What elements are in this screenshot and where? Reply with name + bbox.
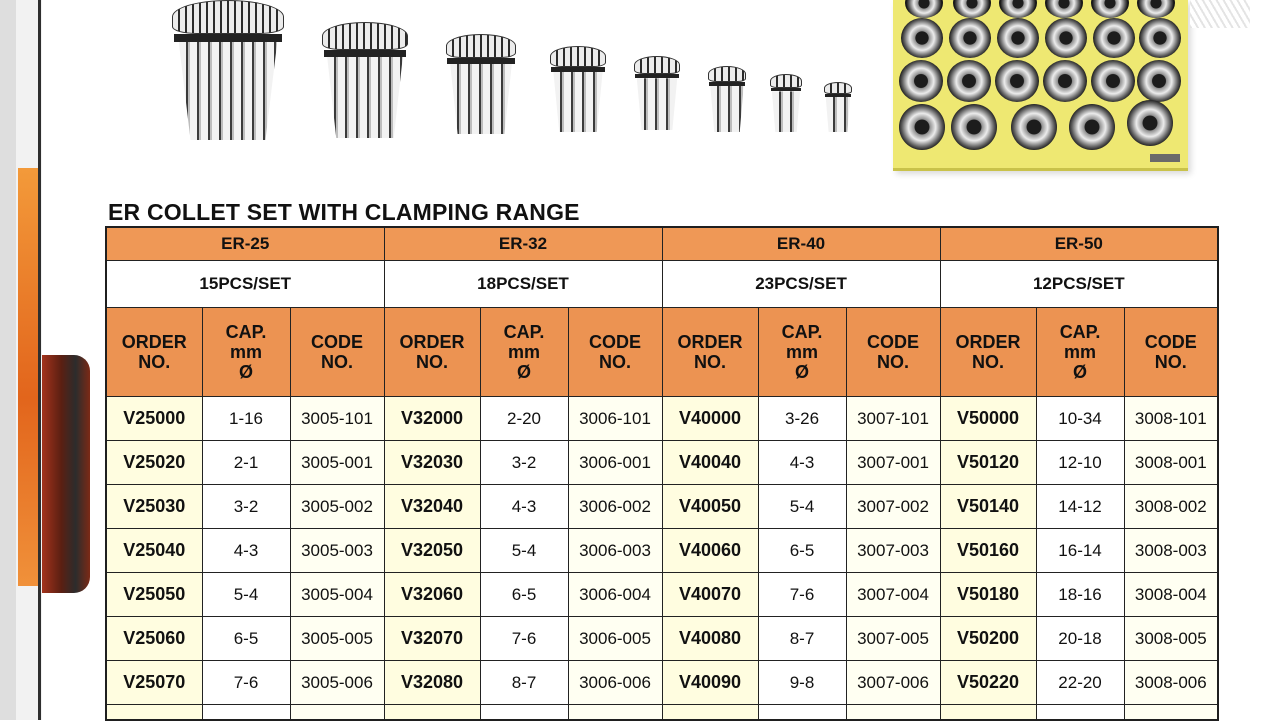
tool-holder-photo xyxy=(42,355,90,593)
capacity-header: CAP. mm Ø xyxy=(480,308,568,397)
capacity-cell: 6-5 xyxy=(758,529,846,573)
capacity-cell: 7-6 xyxy=(480,617,568,661)
tray-label xyxy=(1150,154,1180,162)
code-no-cell: 3007-003 xyxy=(846,529,940,573)
code-no-cell: 3007-002 xyxy=(846,485,940,529)
collet-image xyxy=(550,46,606,132)
code-no-cell: 3005-006 xyxy=(290,661,384,705)
table-row xyxy=(106,529,1218,573)
capacity-cell: 7-6 xyxy=(758,573,846,617)
table-row-cut-off xyxy=(106,705,1218,721)
collet-size-row xyxy=(106,227,1218,261)
tray-collet xyxy=(1137,60,1181,102)
order-no-cell: V25000 xyxy=(106,397,202,441)
order-no-cell: V32030 xyxy=(384,441,480,485)
order-no-cell: V32070 xyxy=(384,617,480,661)
tray-collet xyxy=(1069,104,1115,150)
tray-collet xyxy=(1139,18,1181,58)
code-no-cell: 3008-101 xyxy=(1124,397,1218,441)
capacity-header: CAP. mm Ø xyxy=(202,308,290,397)
order-no-cell: V32000 xyxy=(384,397,480,441)
code-no-cell: 3006-101 xyxy=(568,397,662,441)
size-er40-header: ER-40 xyxy=(662,227,940,261)
code-no-cell: 3008-001 xyxy=(1124,441,1218,485)
capacity-header: CAP. mm Ø xyxy=(1036,308,1124,397)
order-no-cell: V32040 xyxy=(384,485,480,529)
code-no-cell: 3006-004 xyxy=(568,573,662,617)
capacity-cell: 22-20 xyxy=(1036,661,1124,705)
capacity-cell: 4-3 xyxy=(202,529,290,573)
collet-set-table xyxy=(105,226,1219,721)
code-no-cell: 3006-005 xyxy=(568,617,662,661)
corner-texture xyxy=(1190,0,1250,28)
capacity-cell: 20-18 xyxy=(1036,617,1124,661)
order-no-cell: V32060 xyxy=(384,573,480,617)
order-no-cell: V25060 xyxy=(106,617,202,661)
code-no-cell: 3006-002 xyxy=(568,485,662,529)
capacity-cell: 12-10 xyxy=(1036,441,1124,485)
capacity-header: CAP. mm Ø xyxy=(758,308,846,397)
code-no-cell: 3005-005 xyxy=(290,617,384,661)
capacity-cell: 4-3 xyxy=(758,441,846,485)
size-er32-header: ER-32 xyxy=(384,227,662,261)
order-no-header: ORDER NO. xyxy=(662,308,758,397)
tray-collet xyxy=(905,0,943,18)
table-row xyxy=(106,661,1218,705)
code-no-cell: 3006-001 xyxy=(568,441,662,485)
page-edge-strip xyxy=(0,0,16,720)
code-no-cell: 3006-006 xyxy=(568,661,662,705)
code-no-header: CODE NO. xyxy=(1124,308,1218,397)
collet-image xyxy=(634,56,680,130)
collet-image xyxy=(172,0,284,140)
order-no-cell: V40000 xyxy=(662,397,758,441)
code-no-cell: 3005-003 xyxy=(290,529,384,573)
tray-collet xyxy=(1045,0,1083,18)
order-no-cell: V25070 xyxy=(106,661,202,705)
order-no-cell: V25050 xyxy=(106,573,202,617)
code-no-cell: 3008-004 xyxy=(1124,573,1218,617)
column-header-row xyxy=(106,308,1218,397)
collet-image xyxy=(446,34,516,134)
capacity-cell: 2-20 xyxy=(480,397,568,441)
tray-collet xyxy=(1043,60,1087,102)
table-row xyxy=(106,617,1218,661)
code-no-cell: 3008-005 xyxy=(1124,617,1218,661)
capacity-cell: 5-4 xyxy=(480,529,568,573)
order-no-cell: V25020 xyxy=(106,441,202,485)
capacity-cell: 1-16 xyxy=(202,397,290,441)
tray-collet xyxy=(901,18,943,58)
tray-collet xyxy=(1137,0,1175,18)
code-no-cell: 3005-101 xyxy=(290,397,384,441)
capacity-cell: 4-3 xyxy=(480,485,568,529)
order-no-cell: V32050 xyxy=(384,529,480,573)
tray-collet xyxy=(899,60,943,102)
tray-collet xyxy=(995,60,1039,102)
tray-collet xyxy=(1011,104,1057,150)
collet-image xyxy=(322,22,408,138)
capacity-cell: 3-2 xyxy=(202,485,290,529)
order-no-cell: V50000 xyxy=(940,397,1036,441)
order-no-cell: V40070 xyxy=(662,573,758,617)
capacity-cell: 8-7 xyxy=(480,661,568,705)
code-no-cell: 3007-006 xyxy=(846,661,940,705)
capacity-cell: 2-1 xyxy=(202,441,290,485)
collet-image xyxy=(708,66,746,132)
collet-set-tray-image xyxy=(893,0,1188,171)
set-count-er32: 18PCS/SET xyxy=(384,261,662,308)
capacity-cell: 10-34 xyxy=(1036,397,1124,441)
set-count-er25: 15PCS/SET xyxy=(106,261,384,308)
tray-collet xyxy=(1091,60,1135,102)
capacity-cell: 18-16 xyxy=(1036,573,1124,617)
code-no-cell: 3007-004 xyxy=(846,573,940,617)
order-no-cell: V25030 xyxy=(106,485,202,529)
orange-side-bar xyxy=(18,168,38,586)
code-no-cell: 3005-001 xyxy=(290,441,384,485)
order-no-cell: V40040 xyxy=(662,441,758,485)
code-no-header: CODE NO. xyxy=(846,308,940,397)
tray-collet xyxy=(997,18,1039,58)
section-title: ER COLLET SET WITH CLAMPING RANGE xyxy=(108,199,580,225)
order-no-cell: V25040 xyxy=(106,529,202,573)
tray-collet xyxy=(953,0,991,18)
code-no-header: CODE NO. xyxy=(290,308,384,397)
tray-collet xyxy=(1045,18,1087,58)
order-no-cell: V50140 xyxy=(940,485,1036,529)
order-no-header: ORDER NO. xyxy=(384,308,480,397)
collet-image xyxy=(770,74,802,132)
capacity-cell: 14-12 xyxy=(1036,485,1124,529)
order-no-cell: V40060 xyxy=(662,529,758,573)
tray-collet xyxy=(1127,100,1173,146)
capacity-cell: 5-4 xyxy=(758,485,846,529)
order-no-cell: V40090 xyxy=(662,661,758,705)
tray-collet xyxy=(1093,18,1135,58)
tray-collet xyxy=(999,0,1037,18)
table-row xyxy=(106,397,1218,441)
capacity-cell: 8-7 xyxy=(758,617,846,661)
capacity-cell: 9-8 xyxy=(758,661,846,705)
capacity-cell: 6-5 xyxy=(202,617,290,661)
table-row xyxy=(106,573,1218,617)
vertical-rule xyxy=(38,0,41,720)
left-page-margin xyxy=(0,0,42,720)
tray-collet xyxy=(1091,0,1129,18)
order-no-cell: V50200 xyxy=(940,617,1036,661)
collet-image xyxy=(824,82,852,132)
tray-collet xyxy=(949,18,991,58)
capacity-cell: 6-5 xyxy=(480,573,568,617)
tray-collet xyxy=(951,104,997,150)
order-no-cell: V50220 xyxy=(940,661,1036,705)
code-no-cell: 3008-002 xyxy=(1124,485,1218,529)
code-no-cell: 3008-003 xyxy=(1124,529,1218,573)
collet-size-illustration xyxy=(160,0,860,150)
tray-collet xyxy=(899,104,945,150)
capacity-cell: 7-6 xyxy=(202,661,290,705)
code-no-header: CODE NO. xyxy=(568,308,662,397)
code-no-cell: 3005-004 xyxy=(290,573,384,617)
code-no-cell: 3005-002 xyxy=(290,485,384,529)
order-no-cell: V32080 xyxy=(384,661,480,705)
order-no-header: ORDER NO. xyxy=(106,308,202,397)
set-count-er40: 23PCS/SET xyxy=(662,261,940,308)
capacity-cell: 3-2 xyxy=(480,441,568,485)
table-row xyxy=(106,441,1218,485)
capacity-cell: 5-4 xyxy=(202,573,290,617)
tray-collet xyxy=(947,60,991,102)
capacity-cell: 16-14 xyxy=(1036,529,1124,573)
pieces-per-set-row xyxy=(106,261,1218,308)
size-er25-header: ER-25 xyxy=(106,227,384,261)
set-count-er50: 12PCS/SET xyxy=(940,261,1218,308)
order-no-header: ORDER NO. xyxy=(940,308,1036,397)
code-no-cell: 3007-101 xyxy=(846,397,940,441)
code-no-cell: 3006-003 xyxy=(568,529,662,573)
order-no-cell: V50160 xyxy=(940,529,1036,573)
capacity-cell: 3-26 xyxy=(758,397,846,441)
order-no-cell: V40050 xyxy=(662,485,758,529)
table-row xyxy=(106,485,1218,529)
order-no-cell: V50180 xyxy=(940,573,1036,617)
order-no-cell: V40080 xyxy=(662,617,758,661)
code-no-cell: 3007-005 xyxy=(846,617,940,661)
order-no-cell: V50120 xyxy=(940,441,1036,485)
size-er50-header: ER-50 xyxy=(940,227,1218,261)
code-no-cell: 3008-006 xyxy=(1124,661,1218,705)
code-no-cell: 3007-001 xyxy=(846,441,940,485)
